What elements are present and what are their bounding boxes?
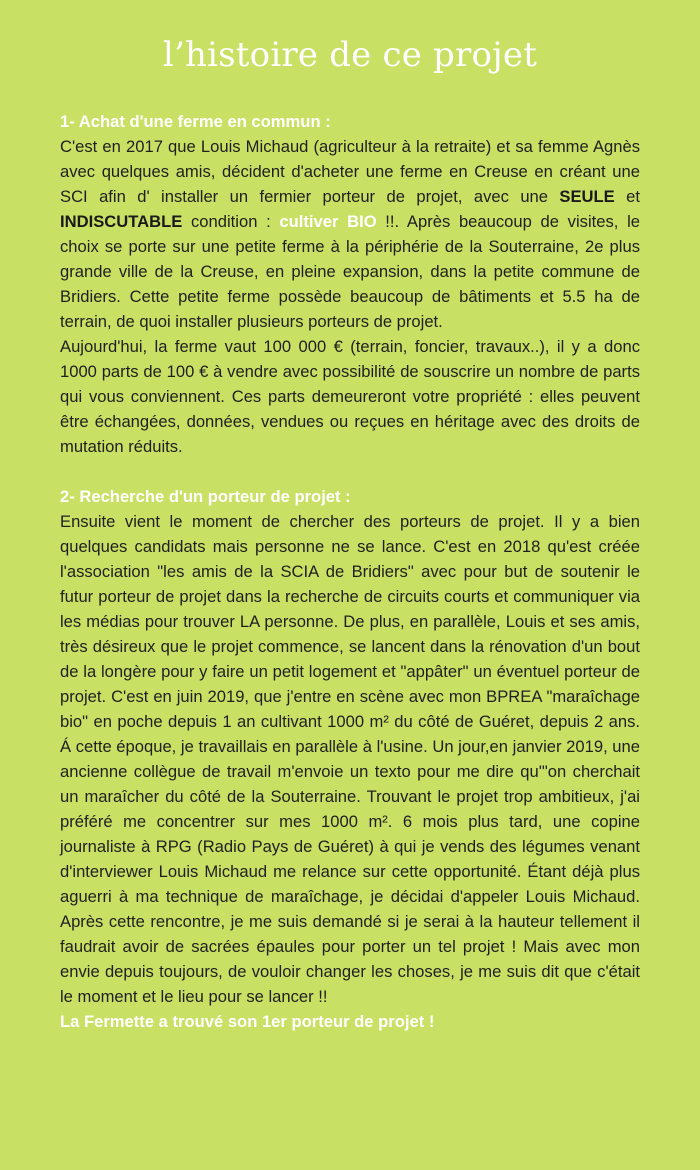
section-heading-1: 1- Achat d'une ferme en commun : — [60, 112, 331, 131]
exclamation-text: !!. — [376, 212, 400, 231]
section1-farm-text: Après beaucoup de visites, le choix se porte sur une petite ferme à la périphérie de la Souterraine, 2e plus grande ville de la Creuse, en pleine expansion, dans la petite commune de Bridiers. Cette petite ferme possède beaucoup de bâtiments et 5.5 ha de terrain, de quoi installer plusieurs porteurs de projet. — [60, 212, 640, 331]
section1-paragraph-2: Aujourd'hui, la ferme vaut 100 000 € (terrain, foncier, travaux..), il y a donc 1000 parts de 100 € à vendre avec possibilité de souscrire un nombre de parts qui vous conviennent. Ces parts demeureront votre propriété : elles peuvent être échangées, données, vendues ou reçues en héritage avec des droits de mutation réduits. — [60, 337, 640, 456]
highlight-cultiver-bio: cultiver BIO — [279, 212, 377, 231]
section1-paragraph-1 — [60, 134, 640, 334]
section-project-holder-search — [60, 484, 640, 1034]
connector-et: et — [614, 187, 640, 206]
section-heading-2: 2- Recherche d'un porteur de projet : — [60, 487, 351, 506]
section-farm-purchase — [60, 109, 640, 459]
conclusion-line: La Fermette a trouvé son 1er porteur de projet ! — [60, 1012, 435, 1031]
section1-intro-text: C'est en 2017 que Louis Michaud (agriculteur à la retraite) et sa femme Agnès avec quelques amis, décident d'acheter une ferme en Creuse en créant une SCI afin d' installer un fermier porteur de projet, avec une — [60, 137, 640, 206]
emphasis-seule: SEULE — [559, 187, 615, 206]
section2-paragraph: Ensuite vient le moment de chercher des porteurs de projet. Il y a bien quelques candidats mais personne ne se lance. C'est en 2018 qu'est créée l'association "les amis de la SCIA de Bridiers" avec pour but de soutenir le futur porteur de projet dans la recherche de circuits courts et communiquer via les médias pour trouver LA personne. De plus, en parallèle, Louis et ses amis, très désireux que le projet commence, se lancent dans la rénovation d'un bout de la longère pour y faire un petit logement et "appâter" un éventuel porteur de projet. C'est en juin 2019, que j'entre en scène avec mon BPREA "maraîchage bio" en poche depuis 1 an cultivant 1000 m² du côté de Guéret, depuis 2 ans. Á cette époque, je travaillais en parallèle à l'usine. Un jour,en janvier 2019, une ancienne collègue de travail m'envoie un texto pour me dire qu'"on cherchait un maraîcher du côté de la Souterraine. Trouvant le projet trop ambitieux, j'ai préféré me concentrer sur mes 1000 m². 6 mois plus tard, une copine journaliste à RPG (Radio Pays de Guéret) à qui je vends des légumes venant d'interviewer Louis Michaud me relance sur cette opportunité. Étant déjà plus aguerri à ma technique de maraîchage, je décidai d'appeler Louis Michaud. Après cette rencontre, je me suis demandé si je serai à la hauteur tellement il faudrait avoir de sacrées épaules pour porter un tel projet ! Mais avec mon envie depuis toujours, de vouloir changer les choses, je me suis dit que c'était le moment et le lieu pour se lancer !! — [60, 512, 640, 1006]
condition-text: condition : — [182, 212, 280, 231]
page-title: l’histoire de ce projet — [162, 35, 538, 75]
emphasis-indiscutable: INDISCUTABLE — [60, 212, 183, 231]
